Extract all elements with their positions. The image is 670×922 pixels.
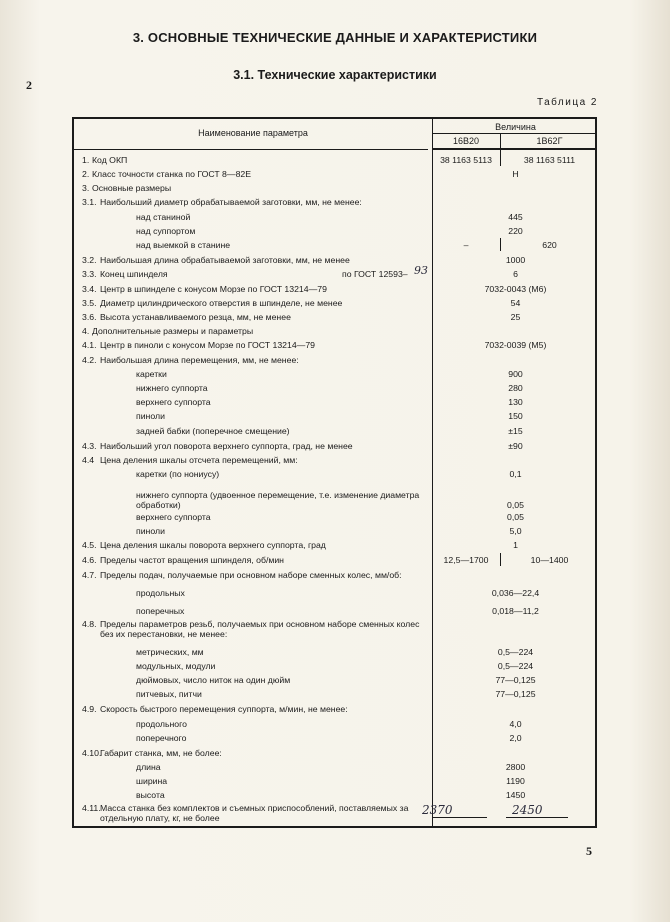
row-value: 220 [508, 226, 523, 236]
row-label: верхнего суппорта [136, 397, 211, 407]
row-label-extra: по ГОСТ 12593– [342, 269, 408, 279]
row-label: ширина [136, 776, 168, 786]
row-label: Наибольшая длина обрабатываемой заготовки, мм, не менее [100, 255, 350, 265]
row-value: 2800 [505, 762, 526, 772]
header-bottom-line-left [74, 149, 428, 150]
row-value: 0,05 [507, 512, 524, 522]
table-label: Таблица 2 [536, 97, 598, 108]
row-value: 150 [508, 411, 523, 421]
page-number-left: 2 [26, 78, 32, 92]
header-param: Наименование параметра [198, 128, 308, 138]
header-value: Величина [495, 122, 536, 132]
row-number: 3.3. [82, 269, 97, 279]
row-number: 4.3. [82, 441, 97, 451]
row-value-1v62g: 620 [542, 240, 557, 250]
row-number: 4.4 [82, 455, 95, 465]
row-label: высота [136, 790, 165, 800]
row-number: 4.5. [82, 540, 97, 550]
header-model-1: 16В20 [452, 136, 480, 146]
row-value: 7032-0039 (М5) [484, 340, 547, 350]
row-number: 3.2. [82, 255, 97, 265]
row-value-16v20: 38 1163 5113 [440, 155, 492, 165]
row-number: 4.9. [82, 704, 97, 714]
row-value: 0,1 [509, 469, 522, 479]
header-split-line [432, 133, 595, 134]
row-number: 4. [82, 326, 90, 336]
row-value: ±15 [508, 426, 523, 436]
row-value-16v20: 12,5—1700 [443, 555, 489, 565]
row-label: Цена деления шкалы отсчета перемещений, мм: [100, 455, 298, 465]
row-number: 4.7. [82, 570, 97, 580]
value-separator [500, 553, 501, 566]
row-label: нижнего суппорта [136, 383, 208, 393]
handwritten-mass-a: 2370 [422, 803, 453, 817]
row-label: модульных, модули [136, 661, 216, 671]
row-value: 4,0 [509, 719, 522, 729]
row-label: дюймовых, число ниток на один дюйм [136, 675, 291, 685]
row-label: Габарит станка, мм, не более: [100, 748, 222, 758]
row-label: Наибольший диаметр обрабатываемой заготовки, мм, не менее: [100, 197, 362, 207]
row-value: 280 [508, 383, 523, 393]
row-number: 4.1. [82, 340, 97, 350]
row-value: 0,05 [507, 500, 524, 510]
row-label: верхнего суппорта [136, 512, 211, 522]
row-value: 130 [508, 397, 523, 407]
row-label: поперечного [136, 733, 187, 743]
row-label: задней бабки (поперечное смещение) [136, 426, 290, 436]
row-label: каретки (по нониусу) [136, 469, 220, 479]
row-label: метрических, мм [136, 647, 204, 657]
row-value: ±90 [508, 441, 523, 451]
mass-b-underline [506, 817, 568, 818]
row-value: 5,0 [509, 526, 522, 536]
row-value: 25 [510, 312, 521, 322]
row-number: 3. [82, 183, 90, 193]
row-value: 1190 [506, 776, 525, 786]
row-label: Центр в пиноли с конусом Морзе по ГОСТ 13214—79 [100, 340, 315, 350]
header-bottom-line-right [432, 149, 595, 150]
row-label: над выемкой в станине [136, 240, 231, 250]
mass-a-underline [432, 817, 487, 818]
value-separator [500, 153, 501, 166]
row-number: 3.6. [82, 312, 97, 322]
handwritten-gost-year: 93 [414, 264, 428, 277]
row-value: 0,018—11,2 [492, 606, 539, 616]
row-number: 4.8. [82, 619, 97, 629]
row-label: Наибольшая длина перемещения, мм, не менее: [100, 355, 299, 365]
row-value: 0,036—22,4 [491, 588, 540, 598]
row-value: 1450 [505, 790, 526, 800]
row-label: Высота устанавливаемого резца, мм, не менее [100, 312, 291, 322]
row-label: продольного [136, 719, 187, 729]
row-value: 7032-0043 (М6) [484, 284, 547, 294]
row-label: Основные размеры [92, 183, 172, 193]
row-value: Н [512, 169, 519, 179]
row-number: 3.4. [82, 284, 97, 294]
row-number: 4.11. [82, 803, 101, 813]
section-heading: 3. ОСНОВНЫЕ ТЕХНИЧЕСКИЕ ДАННЫЕ И ХАРАКТЕРИСТИКИ [132, 30, 538, 45]
row-label: продольных [136, 588, 185, 598]
row-value: 0,5—224 [497, 661, 534, 671]
row-number: 3.1. [82, 197, 97, 207]
row-value: 77—0,125 [495, 675, 536, 685]
spec-table [72, 117, 597, 828]
row-number: 2. [82, 169, 90, 179]
row-number: 4.2. [82, 355, 97, 365]
page-number-right: 5 [586, 844, 592, 858]
row-label: пиноли [136, 411, 165, 421]
row-value: 1 [513, 540, 518, 550]
row-label: Цена деления шкалы поворота верхнего суппорта, град [100, 540, 326, 550]
row-number: 4.6. [82, 555, 97, 565]
subsection-heading: 3.1. Технические характеристики [233, 68, 437, 82]
row-number: 1. [82, 155, 90, 165]
row-label: поперечных [136, 606, 185, 616]
row-value: 445 [508, 212, 523, 222]
row-label: Масса станка без комплектов и съемных приспособлений, поставляемых за отдельную плату, кг, не более [100, 803, 409, 823]
row-label: Конец шпинделя [100, 269, 168, 279]
row-value: 6 [513, 269, 518, 279]
handwritten-mass-b: 2450 [512, 803, 543, 817]
row-value: 1000 [505, 255, 526, 265]
row-label: питчевых, питчи [136, 689, 202, 699]
row-value: 900 [508, 369, 523, 379]
row-value: 54 [510, 298, 521, 308]
row-label: над станиной [136, 212, 191, 222]
row-label: пиноли [136, 526, 165, 536]
row-value: 77—0,125 [495, 689, 536, 699]
row-label: Код ОКП [92, 155, 128, 165]
row-label: нижнего суппорта (удвоенное перемещение, т.е. изменение диаметра обработки) [136, 490, 420, 510]
row-value: 0,5—224 [497, 647, 534, 657]
value-separator [500, 238, 501, 251]
row-number: 4.10. [82, 748, 102, 758]
row-label: над суппортом [136, 226, 196, 236]
row-label: Наибольший угол поворота верхнего суппорта, град, не менее [100, 441, 353, 451]
header-model-2: 1В62Г [536, 136, 563, 146]
row-value-1v62g: 10—1400 [530, 555, 569, 565]
row-value-1v62g: 38 1163 5111 [523, 155, 576, 165]
row-number: 3.5. [82, 298, 97, 308]
row-label: Центр в шпинделе с конусом Морзе по ГОСТ 13214—79 [100, 284, 327, 294]
row-label: Дополнительные размеры и параметры [92, 326, 254, 336]
row-label: Класс точности станка по ГОСТ 8—82Е [92, 169, 252, 179]
row-label: Пределы подач, получаемые при основном наборе сменных колес, мм/об: [100, 570, 402, 580]
row-label: каретки [136, 369, 167, 379]
row-label: Пределы параметров резьб, получаемых при основном наборе сменных колес без их перестановки, не менее: [100, 619, 420, 639]
row-label: Диаметр цилиндрического отверстия в шпинделе, не менее [100, 298, 343, 308]
row-value-16v20: – [463, 240, 469, 250]
row-label: длина [136, 762, 161, 772]
row-value: 2,0 [509, 733, 522, 743]
row-label: Скорость быстрого перемещения суппорта, м/мин, не менее: [100, 704, 348, 714]
row-label: Пределы частот вращения шпинделя, об/мин [100, 555, 284, 565]
